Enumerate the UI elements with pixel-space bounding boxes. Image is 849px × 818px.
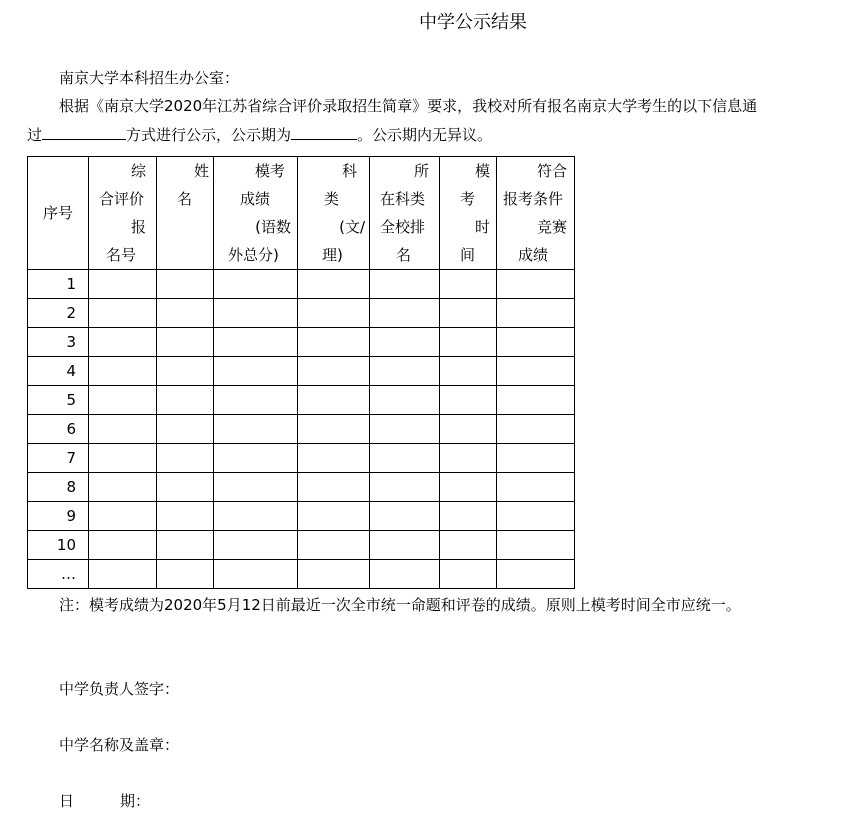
table-cell[interactable] xyxy=(298,270,370,299)
table-cell[interactable] xyxy=(440,386,497,415)
row-number: 5 xyxy=(28,386,89,415)
table-cell[interactable] xyxy=(440,357,497,386)
table-row xyxy=(28,357,575,386)
table-cell[interactable] xyxy=(214,386,298,415)
row-number: 10 xyxy=(28,531,89,560)
publicity-period-blank[interactable] xyxy=(291,123,357,140)
table-cell[interactable] xyxy=(298,386,370,415)
table-cell[interactable] xyxy=(214,299,298,328)
table-cell[interactable] xyxy=(497,444,575,473)
row-number: 9 xyxy=(28,502,89,531)
row-number: … xyxy=(28,560,89,589)
table-cell[interactable] xyxy=(214,502,298,531)
table-cell[interactable] xyxy=(497,560,575,589)
table-row xyxy=(28,444,575,473)
table-cell[interactable] xyxy=(89,270,157,299)
table-cell[interactable] xyxy=(214,270,298,299)
table-cell[interactable] xyxy=(497,270,575,299)
table-cell[interactable] xyxy=(89,473,157,502)
table-cell[interactable] xyxy=(298,444,370,473)
table-cell[interactable] xyxy=(89,415,157,444)
table-cell[interactable] xyxy=(440,415,497,444)
table-cell[interactable] xyxy=(89,357,157,386)
table-row xyxy=(28,531,575,560)
table-cell[interactable] xyxy=(298,299,370,328)
table-cell[interactable] xyxy=(370,444,440,473)
table-row xyxy=(28,299,575,328)
table-cell[interactable] xyxy=(497,415,575,444)
school-stamp-label: 中学名称及盖章： xyxy=(59,736,180,754)
table-cell[interactable] xyxy=(157,328,214,357)
table-cell[interactable] xyxy=(370,270,440,299)
date-label-day: 日 xyxy=(59,792,75,810)
header-application-number: 综 合评价 报 名号 xyxy=(89,157,157,270)
page-title: 中学公示结果 xyxy=(419,12,527,33)
table-cell[interactable] xyxy=(298,473,370,502)
table-cell[interactable] xyxy=(370,473,440,502)
intro-suffix: 。公示期内无异议。 xyxy=(357,126,493,144)
row-number: 8 xyxy=(28,473,89,502)
table-cell[interactable] xyxy=(89,560,157,589)
table-row xyxy=(28,270,575,299)
table-cell[interactable] xyxy=(214,444,298,473)
table-cell[interactable] xyxy=(298,415,370,444)
table-cell[interactable] xyxy=(157,444,214,473)
table-cell[interactable] xyxy=(440,328,497,357)
table-cell[interactable] xyxy=(440,473,497,502)
table-cell[interactable] xyxy=(89,531,157,560)
header-mock-date: 模 考 时 间 xyxy=(440,157,497,270)
table-cell[interactable] xyxy=(370,299,440,328)
intro-paragraph-line1: 根据《南京大学2020年江苏省综合评价录取招生简章》要求，我校对所有报名南京大学考生的以下信息通 xyxy=(59,97,758,115)
table-cell[interactable] xyxy=(370,386,440,415)
table-cell[interactable] xyxy=(370,415,440,444)
addressee: 南京大学本科招生办公室： xyxy=(59,69,240,87)
table-cell[interactable] xyxy=(89,502,157,531)
row-number: 2 xyxy=(28,299,89,328)
table-cell[interactable] xyxy=(214,531,298,560)
table-cell[interactable] xyxy=(89,328,157,357)
table-cell[interactable] xyxy=(440,270,497,299)
table-row xyxy=(28,502,575,531)
table-cell[interactable] xyxy=(440,299,497,328)
table-cell[interactable] xyxy=(440,502,497,531)
intro-prefix: 过 xyxy=(27,126,43,144)
table-cell[interactable] xyxy=(440,531,497,560)
table-cell[interactable] xyxy=(497,386,575,415)
date-label xyxy=(59,790,150,811)
header-seq: 序号 xyxy=(28,157,89,270)
table-row xyxy=(28,386,575,415)
table-cell[interactable] xyxy=(370,502,440,531)
table-cell[interactable] xyxy=(89,386,157,415)
table-cell[interactable] xyxy=(497,473,575,502)
table-cell[interactable] xyxy=(298,502,370,531)
header-competition-score: 符合 报考条件 竞赛 成绩 xyxy=(497,157,575,270)
signature-label: 中学负责人签字： xyxy=(59,680,180,698)
table-cell[interactable] xyxy=(370,357,440,386)
table-cell[interactable] xyxy=(157,270,214,299)
publicity-method-blank[interactable] xyxy=(42,123,126,140)
table-cell[interactable] xyxy=(298,560,370,589)
table-row xyxy=(28,415,575,444)
table-cell[interactable] xyxy=(214,560,298,589)
table-header-row xyxy=(28,157,575,270)
table-cell[interactable] xyxy=(157,473,214,502)
table-cell[interactable] xyxy=(497,502,575,531)
row-number: 3 xyxy=(28,328,89,357)
table-cell[interactable] xyxy=(214,357,298,386)
row-number: 6 xyxy=(28,415,89,444)
table-cell[interactable] xyxy=(370,531,440,560)
table-cell[interactable] xyxy=(497,531,575,560)
header-mock-score: 模考 成绩 (语数 外总分) xyxy=(214,157,298,270)
table-cell[interactable] xyxy=(214,415,298,444)
header-subject-track: 科 类 (文/ 理) xyxy=(298,157,370,270)
row-number: 7 xyxy=(28,444,89,473)
table-row xyxy=(28,560,575,589)
intro-paragraph-line2 xyxy=(27,123,492,145)
table-cell[interactable] xyxy=(497,357,575,386)
table-cell[interactable] xyxy=(298,357,370,386)
table-cell[interactable] xyxy=(157,502,214,531)
table-cell[interactable] xyxy=(370,328,440,357)
table-cell[interactable] xyxy=(157,560,214,589)
table-cell[interactable] xyxy=(214,473,298,502)
footnote: 注：模考成绩为2020年5月12日前最近一次全市统一命题和评卷的成绩。原则上模考时间全市应统一。 xyxy=(59,596,741,614)
table-row xyxy=(28,473,575,502)
table-row xyxy=(28,328,575,357)
table-cell[interactable] xyxy=(157,531,214,560)
table-cell[interactable] xyxy=(440,444,497,473)
row-number: 4 xyxy=(28,357,89,386)
table-cell[interactable] xyxy=(157,299,214,328)
results-table xyxy=(27,156,575,589)
table-cell[interactable] xyxy=(89,444,157,473)
table-cell[interactable] xyxy=(298,328,370,357)
table-cell[interactable] xyxy=(157,357,214,386)
table-cell[interactable] xyxy=(214,328,298,357)
header-school-rank: 所 在科类 全校排 名 xyxy=(370,157,440,270)
table-cell[interactable] xyxy=(157,386,214,415)
intro-mid: 方式进行公示，公示期为 xyxy=(126,126,292,144)
table-cell[interactable] xyxy=(497,328,575,357)
table-cell[interactable] xyxy=(157,415,214,444)
row-number: 1 xyxy=(28,270,89,299)
table-cell[interactable] xyxy=(440,560,497,589)
table-cell[interactable] xyxy=(370,560,440,589)
header-name: 姓 名 xyxy=(157,157,214,270)
table-cell[interactable] xyxy=(298,531,370,560)
date-label-period: 期： xyxy=(120,792,151,810)
table-cell[interactable] xyxy=(497,299,575,328)
table-cell[interactable] xyxy=(89,299,157,328)
